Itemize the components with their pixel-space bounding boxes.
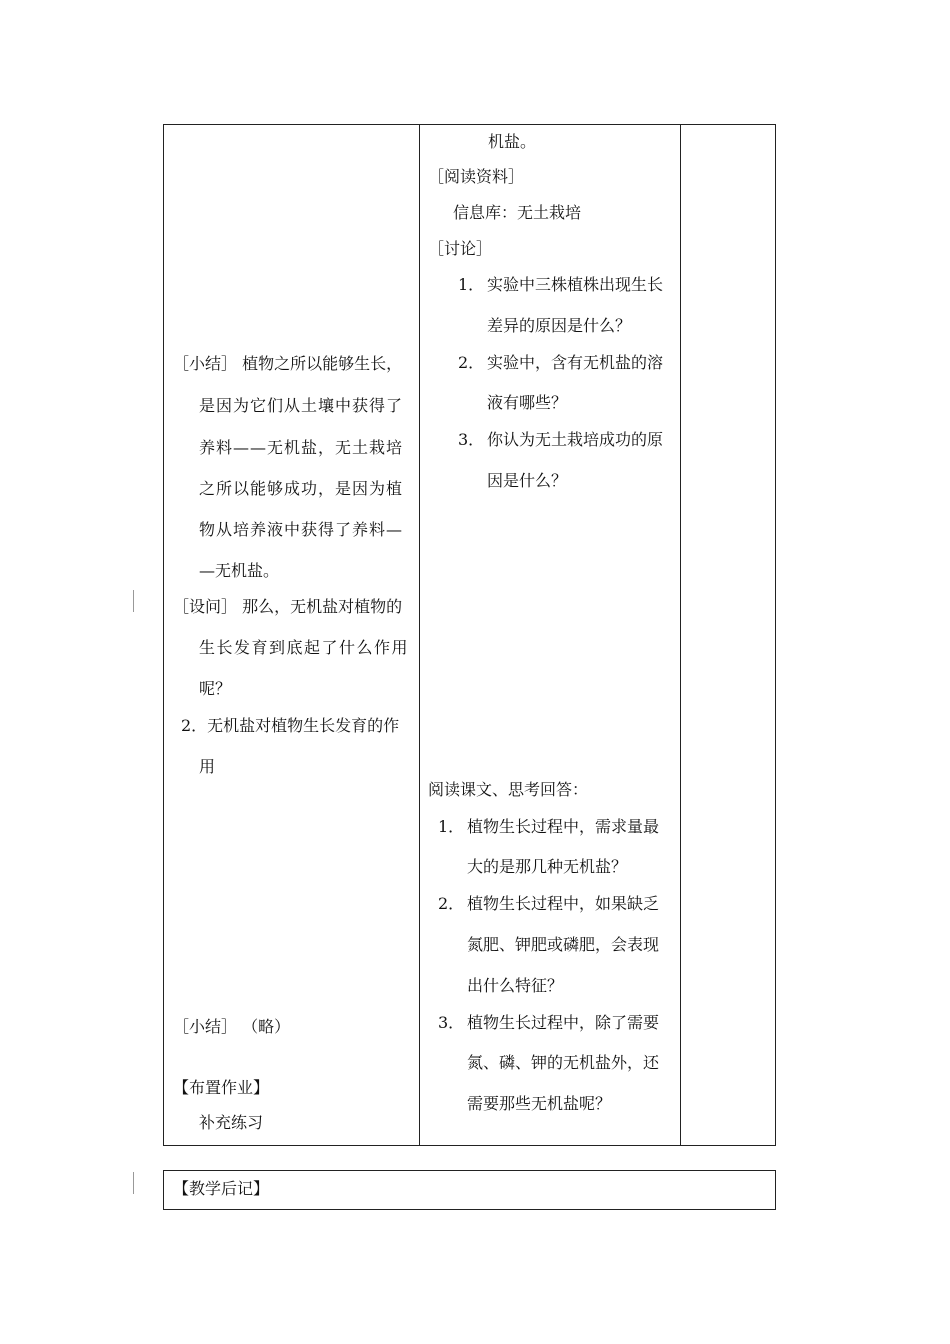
list-item-text: 氮肥、钾肥或磷肥，会表现 (467, 935, 660, 954)
list-item-text: 植物生长过程中，需求量最 (467, 817, 660, 836)
list-item-text: 出什么特征？ (467, 976, 564, 995)
summary-line: 物从培养液中获得了养料— (199, 520, 404, 539)
list-item-text: 因是什么？ (487, 471, 568, 490)
question-line: 呢？ (199, 679, 232, 698)
carry-over-line: 机盐。 (488, 132, 537, 151)
list-item-text: 氮、磷、钾的无机盐外，还 (467, 1053, 660, 1072)
list-item-text: 液有哪些？ (487, 393, 568, 412)
summary-line: —无机盐。 (199, 561, 280, 580)
list-item-number: 1． (458, 275, 485, 294)
discussion-label: ［讨论］ (428, 239, 493, 258)
margin-mark (133, 590, 134, 612)
summary-line: 之所以能够成功，是因为植 (199, 479, 404, 498)
homework-heading: 【布置作业】 (173, 1078, 270, 1097)
list-item-text: 大的是那几种无机盐？ (467, 857, 628, 876)
list-item-text: 植物生长过程中，如果缺乏 (467, 894, 660, 913)
homework-item: 补充练习 (199, 1113, 264, 1132)
reading-label: ［阅读资料］ (428, 167, 525, 186)
list-item-number: 2． (438, 894, 465, 913)
postscript-heading: 【教学后记】 (173, 1179, 270, 1198)
list-item-number: 3． (438, 1013, 465, 1032)
section-line: 用 (199, 757, 216, 776)
summary-line: 养料——无机盐，无土栽培 (199, 438, 404, 457)
read-prompt: 阅读课文、思考回答： (428, 780, 589, 799)
section-line: 2．无机盐对植物生长发育的作 (181, 716, 400, 735)
list-item-text: 你认为无土栽培成功的原 (487, 430, 664, 449)
column-divider-2 (680, 124, 681, 1146)
margin-mark (133, 1172, 134, 1194)
summary-line: ［小结］ 植物之所以能够生长， (173, 354, 403, 373)
summary-2: ［小结］ （略） (173, 1017, 291, 1036)
list-item-text: 需要那些无机盐呢？ (467, 1094, 612, 1113)
list-item-number: 2． (458, 353, 485, 372)
info-line: 信息库：无土栽培 (453, 203, 582, 222)
summary-line: 是因为它们从土壤中获得了 (199, 396, 404, 415)
list-item-text: 实验中，含有无机盐的溶 (487, 353, 664, 372)
list-item-text: 植物生长过程中，除了需要 (467, 1013, 660, 1032)
list-item-number: 1． (438, 817, 465, 836)
column-divider-1 (419, 124, 420, 1146)
list-item-text: 实验中三株植株出现生长 (487, 275, 664, 294)
question-line: ［设问］ 那么，无机盐对植物的 (173, 597, 403, 616)
list-item-number: 3． (458, 430, 485, 449)
list-item-text: 差异的原因是什么？ (487, 316, 632, 335)
question-line: 生长发育到底起了什么作用 (199, 638, 410, 657)
